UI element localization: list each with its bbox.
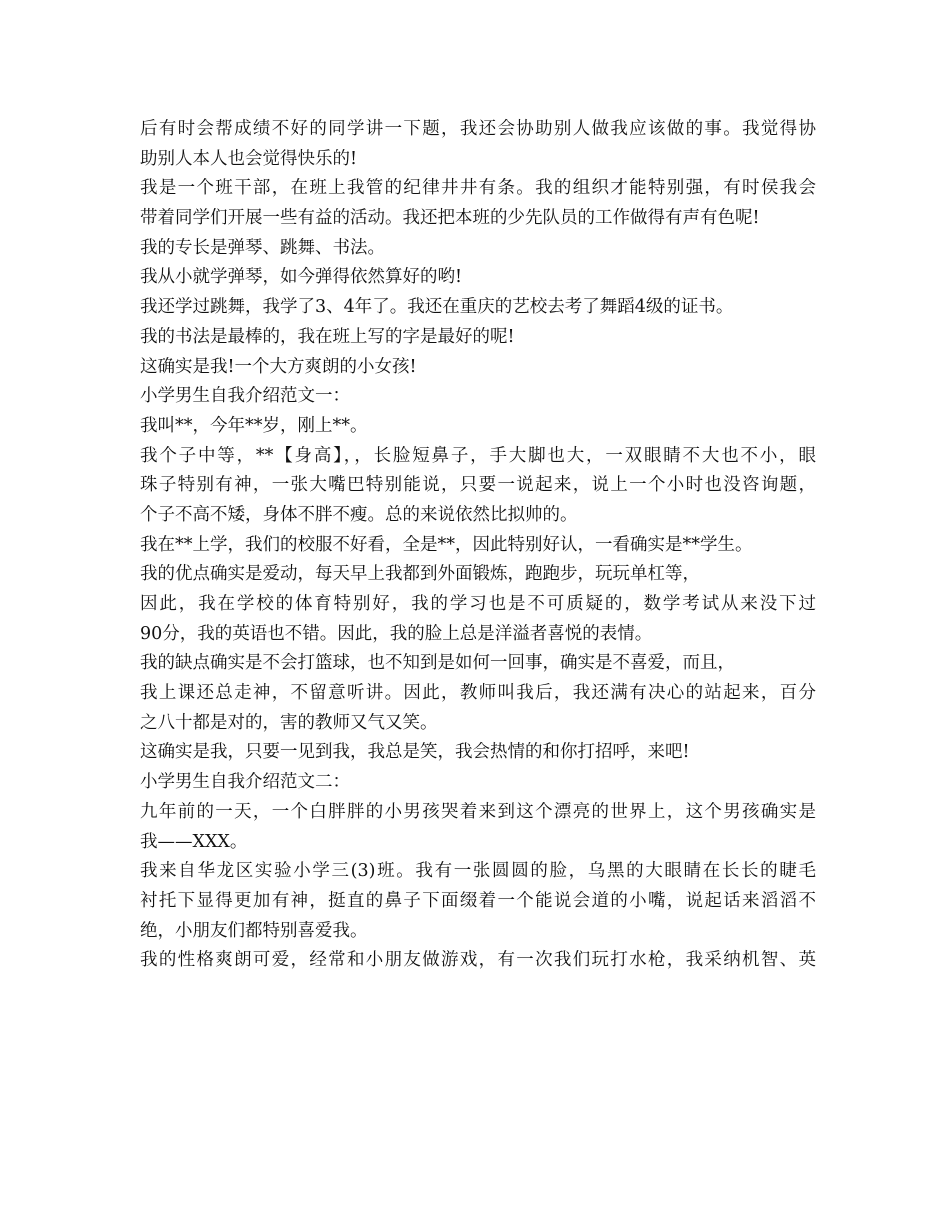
- text-line: 因此，我在学校的体育特别好，我的学习也是不可质疑的，数学考试从来没下过: [140, 594, 816, 614]
- text-line: 我——XXX。: [140, 831, 248, 852]
- text-line: 我的缺点确实是不会打篮球，也不知到是如何一回事，确实是不喜爱，而且，: [140, 653, 735, 674]
- section-heading: 小学男生自我介绍范文二：: [140, 772, 350, 793]
- body-text: [140, 115, 816, 976]
- text-line: 带着同学们开展一些有益的活动。我还把本班的少先队员的工作做得有声有色呢!: [140, 208, 760, 229]
- text-line: 我的书法是最棒的，我在班上写的字是最好的呢!: [140, 326, 515, 347]
- text-line: 90分，我的英语也不错。因此，我的脸上总是洋溢者喜悦的表情。: [140, 623, 653, 644]
- text-line: 我上课还总走神，不留意听讲。因此，教师叫我后，我还满有决心的站起来，百分: [140, 683, 816, 704]
- text-line: 我的优点确实是爱动，每天早上我都到外面锻炼，跑跑步，玩玩单杠等，: [140, 564, 700, 585]
- text-line: 我来自华龙区实验小学三(3)班。我有一张圆圆的脸，乌黑的大眼睛在长长的睫毛: [140, 861, 816, 882]
- text-line: 绝，小朋友们都特别喜爱我。: [140, 920, 368, 941]
- text-line: 我从小就学弹琴，如今弹得依然算好的哟!: [140, 267, 463, 288]
- text-line: 衬托下显得更加有神，挺直的鼻子下面缀着一个能说会道的小嘴，说起话来滔滔不: [140, 890, 816, 911]
- text-line: 我是一个班干部，在班上我管的纪律井井有条。我的组织才能特别强，有时侯我会: [140, 178, 816, 199]
- text-line: 我个子中等，**【身高】，，长脸短鼻子，手大脚也大，一双眼睛不大也不小，眼: [140, 445, 816, 466]
- text-line: 我的性格爽朗可爱，经常和小朋友做游戏，有一次我们玩打水枪，我采纳机智、英: [140, 950, 816, 971]
- text-line: 珠子特别有神，一张大嘴巴特别能说，只要一说起来，说上一个小时也没咨询题，: [140, 475, 816, 496]
- text-line: 我还学过跳舞，我学了3、4年了。我还在重庆的艺校去考了舞蹈4级的证书。: [140, 297, 734, 318]
- text-line: 之八十都是对的，害的教师又气又笑。: [140, 712, 438, 733]
- text-line: 这确实是我，只要一见到我，我总是笑，我会热情的和你打招呼，来吧!: [140, 742, 690, 763]
- text-line: 我的专长是弹琴、跳舞、书法。: [140, 237, 385, 258]
- text-line: 这确实是我!一个大方爽朗的小女孩!: [140, 356, 417, 377]
- text-line: 九年前的一天，一个白胖胖的小男孩哭着来到这个漂亮的世界上，这个男孩确实是: [140, 801, 816, 822]
- text-line: 我叫**，今年**岁，刚上**。: [140, 415, 368, 436]
- text-line: 助别人本人也会觉得快乐的!: [140, 148, 358, 169]
- text-line: 我在**上学，我们的校服不好看，全是**，因此特别好认，一看确实是**学生。: [140, 534, 753, 555]
- text-line: 后有时会帮成绩不好的同学讲一下题，我还会协助别人做我应该做的事。我觉得协: [140, 119, 816, 139]
- section-heading: 小学男生自我介绍范文一：: [140, 386, 350, 407]
- text-line: 个子不高不矮，身体不胖不瘦。总的来说依然比拟帅的。: [140, 504, 578, 525]
